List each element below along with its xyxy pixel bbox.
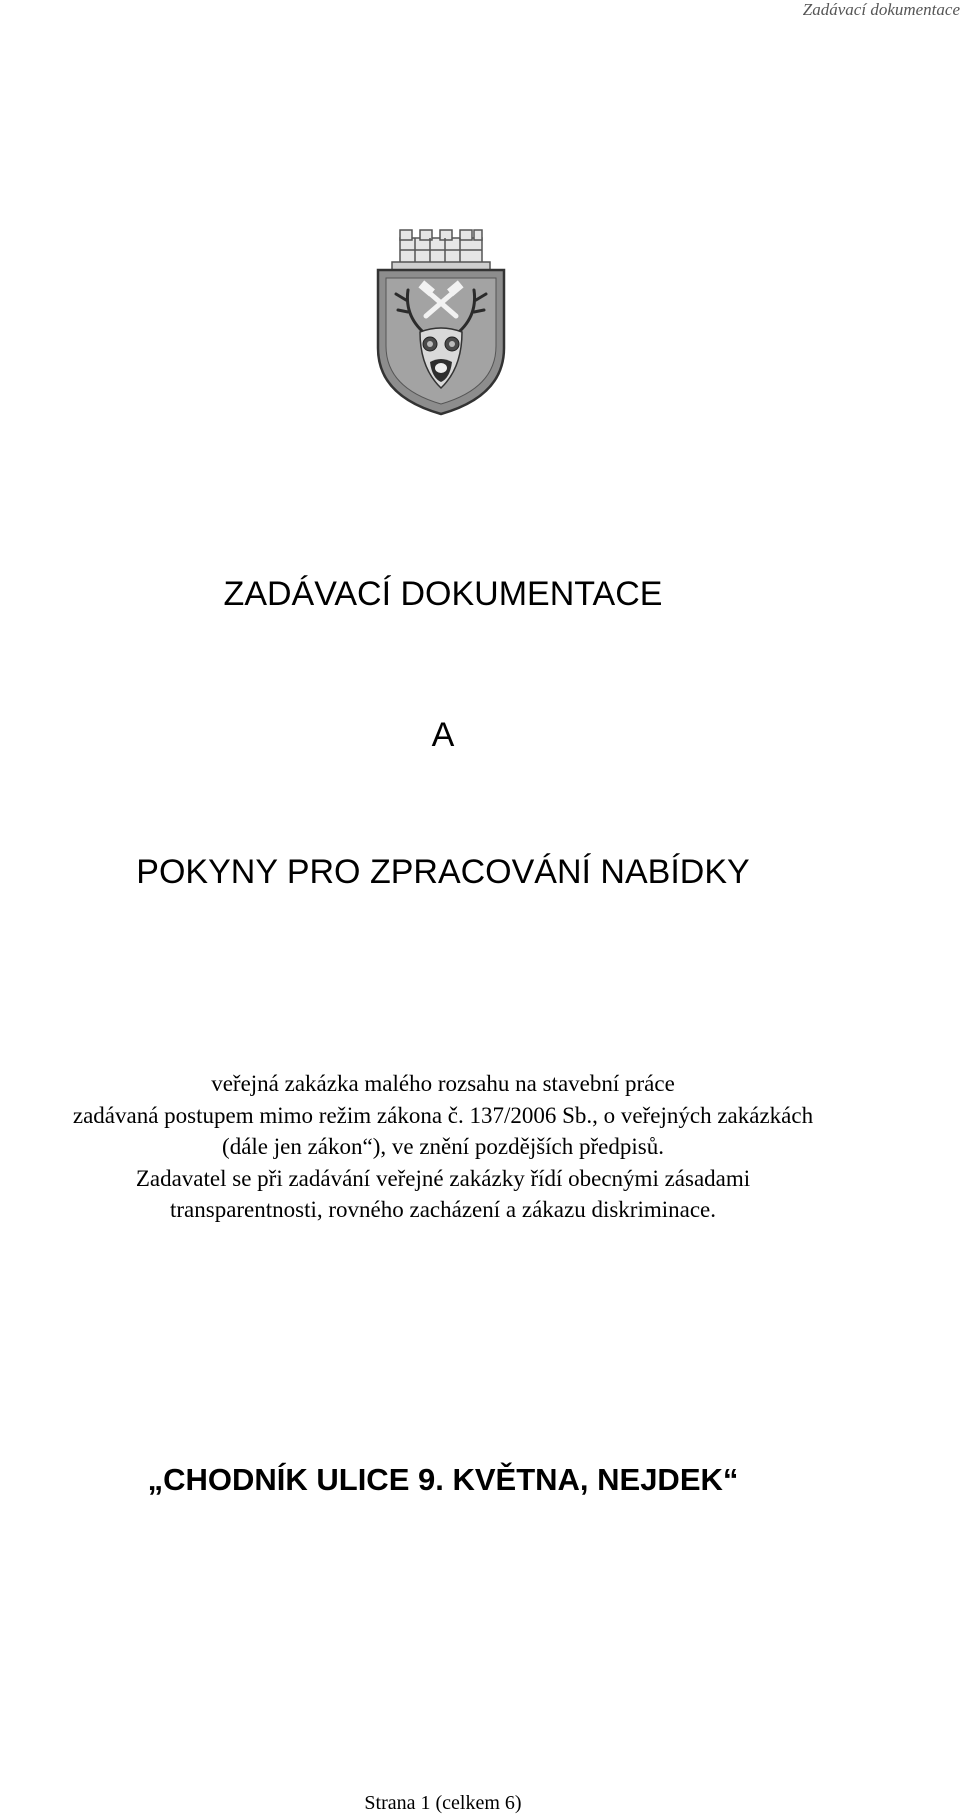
document-title: ZADÁVACÍ DOKUMENTACE — [223, 575, 663, 613]
procurement-description — [0, 1068, 886, 1226]
description-line: zadávaná postupem mimo režim zákona č. 137/2006 Sb., o veřejných zakázkách — [72, 1102, 814, 1128]
description-line: transparentnosti, rovného zacházení a zákazu diskriminace. — [169, 1197, 716, 1222]
coat-of-arms-icon — [370, 228, 512, 418]
description-line: Zadavatel se při zadávání veřejné zakázky řídí obecnými zásadami — [135, 1165, 751, 1191]
page-footer: Strana 1 (celkem 6) — [364, 1792, 522, 1814]
document-subtitle: POKYNY PRO ZPRACOVÁNÍ NABÍDKY — [136, 853, 750, 891]
crown-battlements — [392, 230, 490, 270]
document-title-conjunction: A — [431, 716, 455, 754]
description-line: (dále jen zákon“), ve znění pozdějších předpisů. — [222, 1134, 664, 1159]
description-line: veřejná zakázka malého rozsahu na stavební práce — [211, 1071, 675, 1096]
project-name: „CHODNÍK ULICE 9. KVĚTNA, NEJDEK“ — [147, 1462, 739, 1497]
running-header: Zadávací dokumentace — [802, 0, 960, 19]
